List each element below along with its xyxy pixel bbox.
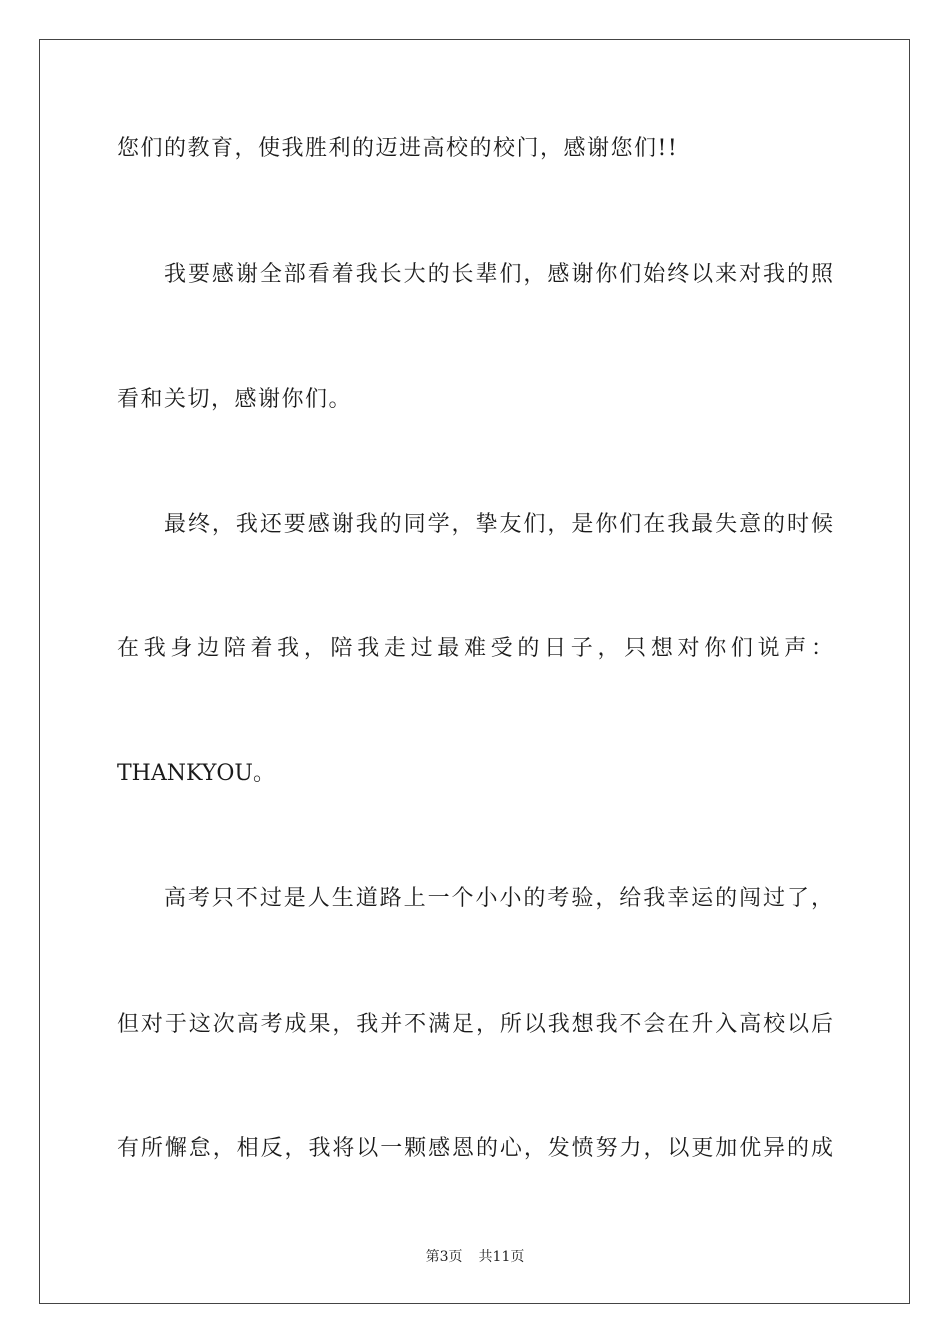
body-line-5: 在我身边陪着我，陪我走过最难受的日子，只想对你们说声： — [117, 636, 833, 661]
page-footer — [0, 1246, 950, 1266]
page-border — [39, 39, 910, 1304]
body-line-1: 您们的教育，使我胜利的迈进高校的校门，感谢您们!! — [117, 136, 679, 161]
page-total: 共11页 — [478, 1249, 525, 1265]
body-line-9: 有所懈怠，相反，我将以一颗感恩的心，发愤努力，以更加优异的成 — [117, 1136, 833, 1161]
body-line-6: THANKYOU。 — [117, 761, 275, 786]
body-line-7: 高考只不过是人生道路上一个小小的考验，给我幸运的闯过了， — [164, 886, 833, 911]
body-line-3: 看和关切，感谢你们。 — [117, 387, 353, 412]
body-line-8: 但对于这次高考成果，我并不满足，所以我想我不会在升入高校以后 — [117, 1012, 833, 1037]
page-number: 第3页 — [425, 1249, 463, 1265]
body-line-4: 最终，我还要感谢我的同学，挚友们，是你们在我最失意的时候 — [164, 512, 833, 537]
body-line-2: 我要感谢全部看着我长大的长辈们，感谢你们始终以来对我的照 — [164, 262, 833, 287]
